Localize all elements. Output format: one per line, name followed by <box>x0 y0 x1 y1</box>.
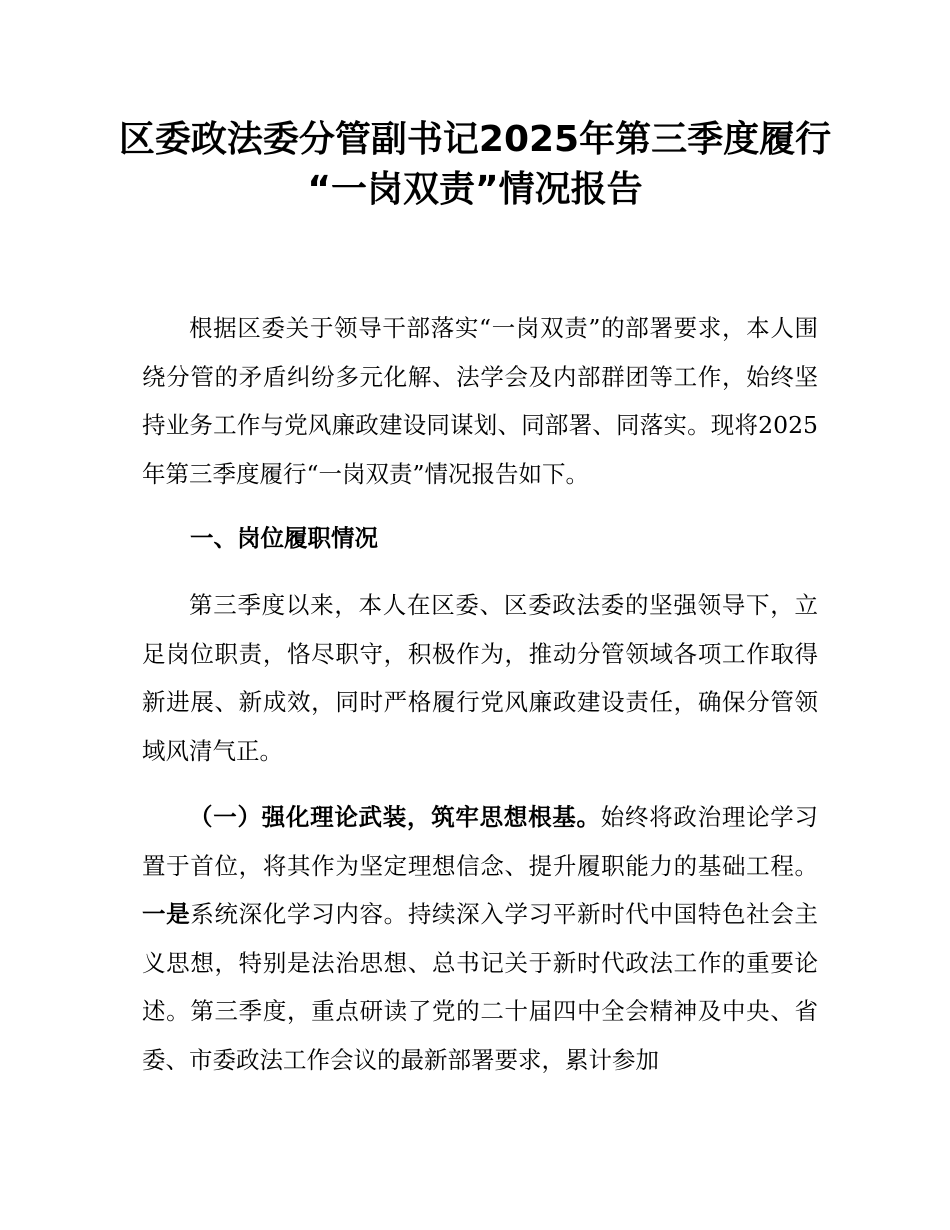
subsection-1-paragraph <box>142 793 818 1085</box>
subsection-1-text-b: 系统深化学习内容。持续深入学习平新时代中国特色社会主义思想，特别是法治思想、总书记关于新时代政法工作的重要论述。第三季度，重点研读了党的二十届四中全会精神及中央、省委、市委政法工作会议的最新部署要求，累计参加 <box>142 900 819 1074</box>
subsection-1-heading: （一）强化理论武装，筑牢思想根基。 <box>189 803 601 831</box>
intro-paragraph: 根据区委关于领导干部落实“一岗双责”的部署要求，本人围绕分管的矛盾纠纷多元化解、法学会及内部群团等工作，始终坚持业务工作与党风廉政建设同谋划、同部署、同落实。现将2025年第三季度履行“一岗双责”情况报告如下。 <box>142 314 818 488</box>
document-title-line-1: 区委政法委分管副书记2025年第三季度履行 <box>118 119 832 160</box>
list-marker-first: 一是 <box>142 900 191 929</box>
document-title-line-2: “一岗双责”情况报告 <box>307 169 643 210</box>
subsection-1-text-a: 始终将政治理论学习置于首位，将其作为坚定理想信念、提升履职能力的基础工程。 <box>142 803 819 880</box>
section-1-paragraph: 第三季度以来，本人在区委、区委政法委的坚强领导下，立足岗位职责，恪尽职守，积极作为，推动分管领域各项工作取得新进展、新成效，同时严格履行党风廉政建设责任，确保分管领域风清气正。 <box>142 591 818 765</box>
section-heading-1: 一、岗位履职情况 <box>190 524 378 552</box>
